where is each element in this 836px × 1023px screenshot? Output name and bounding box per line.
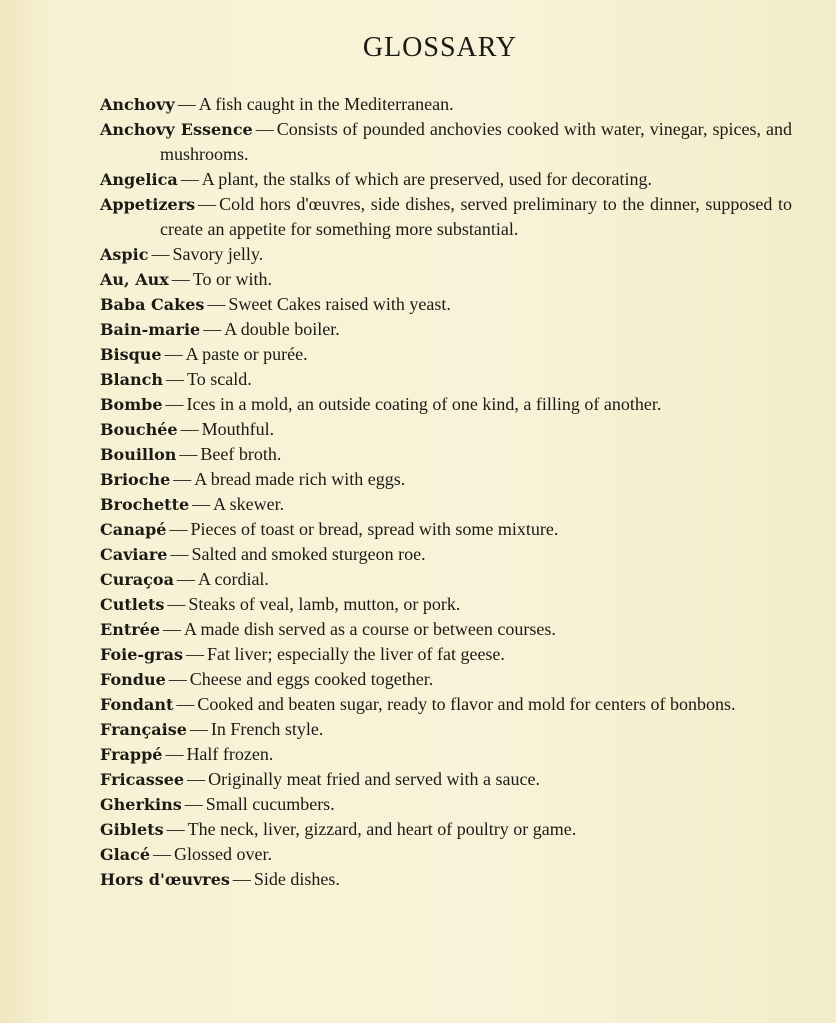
em-dash-separator: — (165, 369, 184, 389)
glossary-definition: Cold hors d'œuvres, side dishes, served preliminary to the dinner, supposed to create an appetite for something more substantial. (160, 194, 792, 239)
glossary-definition: Fat liver; especially the liver of fat geese. (207, 644, 505, 664)
glossary-definition: Originally meat fried and served with a sauce. (208, 769, 540, 789)
glossary-definition: Mouthful. (201, 419, 275, 439)
glossary-definition: Glossed over. (174, 844, 273, 864)
em-dash-separator: — (165, 394, 184, 414)
em-dash-separator: — (255, 119, 274, 139)
glossary-term: Hors d'œuvres (100, 870, 230, 889)
glossary-entry (100, 842, 792, 867)
glossary-definition: Savory jelly. (172, 244, 264, 264)
glossary-term: Cutlets (100, 595, 165, 614)
glossary-entry (100, 192, 792, 242)
glossary-entry (100, 717, 792, 742)
glossary-entry (100, 642, 792, 667)
glossary-term: Giblets (100, 820, 164, 839)
glossary-entry (100, 267, 792, 292)
em-dash-separator: — (186, 644, 205, 664)
glossary-term: Entrée (100, 620, 161, 639)
glossary-term: Canapé (100, 520, 167, 539)
em-dash-separator: — (180, 419, 199, 439)
glossary-definition: A made dish served as a course or between courses. (184, 619, 556, 639)
glossary-entry (100, 242, 792, 267)
glossary-definition: Small cucumbers. (205, 794, 335, 814)
glossary-entry (100, 92, 792, 117)
glossary-entry (100, 767, 792, 792)
em-dash-separator: — (180, 169, 199, 189)
glossary-entry (100, 367, 792, 392)
glossary-term: Frappé (100, 745, 163, 764)
em-dash-separator: — (184, 794, 203, 814)
glossary-term: Française (100, 720, 187, 739)
glossary-definition: A double boiler. (224, 319, 340, 339)
em-dash-separator: — (176, 569, 195, 589)
glossary-term: Anchovy (100, 95, 175, 114)
glossary-term: Brioche (100, 470, 171, 489)
glossary-term: Bombe (100, 395, 163, 414)
glossary-term: Aspic (100, 245, 149, 264)
glossary-term: Au, Aux (100, 270, 169, 289)
em-dash-separator: — (176, 694, 195, 714)
glossary-term: Angelica (100, 170, 178, 189)
glossary-definition: Pieces of toast or bread, spread with some mixture. (190, 519, 559, 539)
em-dash-separator: — (167, 594, 186, 614)
glossary-definition: To scald. (186, 369, 252, 389)
em-dash-separator: — (153, 844, 172, 864)
em-dash-separator: — (203, 319, 222, 339)
em-dash-separator: — (151, 244, 170, 264)
glossary-term: Blanch (100, 370, 163, 389)
glossary-definition: The neck, liver, gizzard, and heart of poultry or game. (187, 819, 577, 839)
glossary-definition: Steaks of veal, lamb, mutton, or pork. (188, 594, 461, 614)
glossary-term: Fricassee (100, 770, 185, 789)
em-dash-separator: — (198, 194, 217, 214)
glossary-entry (100, 417, 792, 442)
glossary-term: Bouchée (100, 420, 178, 439)
em-dash-separator: — (192, 494, 211, 514)
glossary-entry (100, 117, 792, 167)
glossary-entry (100, 392, 792, 417)
em-dash-separator: — (164, 344, 183, 364)
em-dash-separator: — (232, 869, 251, 889)
glossary-entry (100, 342, 792, 367)
glossary-term: Anchovy Essence (100, 120, 253, 139)
glossary-definition: Ices in a mold, an outside coating of one kind, a filling of another. (186, 394, 662, 414)
em-dash-separator: — (170, 544, 189, 564)
glossary-entry (100, 317, 792, 342)
em-dash-separator: — (173, 469, 192, 489)
glossary-definition: A cordial. (197, 569, 269, 589)
em-dash-separator: — (187, 769, 206, 789)
glossary-term: Baba Cakes (100, 295, 205, 314)
em-dash-separator: — (207, 294, 226, 314)
glossary-term: Gherkins (100, 795, 182, 814)
glossary-definition: A skewer. (213, 494, 285, 514)
em-dash-separator: — (165, 744, 184, 764)
glossary-term: Bain-marie (100, 320, 201, 339)
glossary-term: Caviare (100, 545, 168, 564)
em-dash-separator: — (169, 519, 188, 539)
em-dash-separator: — (177, 94, 196, 114)
glossary-definition: A bread made rich with eggs. (194, 469, 406, 489)
glossary-term: Glacé (100, 845, 151, 864)
glossary-entry (100, 167, 792, 192)
glossary-entry (100, 617, 792, 642)
glossary-entry (100, 817, 792, 842)
em-dash-separator: — (166, 819, 185, 839)
glossary-definition: Beef broth. (200, 444, 282, 464)
glossary-entry (100, 792, 792, 817)
glossary-entry (100, 492, 792, 517)
glossary-entry (100, 542, 792, 567)
glossary-definition: A paste or purée. (185, 344, 308, 364)
glossary-definition: To or with. (192, 269, 273, 289)
glossary-definition: Salted and smoked sturgeon roe. (191, 544, 426, 564)
glossary-term: Fondant (100, 695, 174, 714)
glossary-definition: A fish caught in the Mediterranean. (198, 94, 454, 114)
glossary-term: Foie-gras (100, 645, 184, 664)
glossary-term: Fondue (100, 670, 166, 689)
glossary-entry (100, 692, 792, 717)
glossary-definition: In French style. (210, 719, 324, 739)
glossary-entry (100, 292, 792, 317)
em-dash-separator: — (163, 619, 182, 639)
em-dash-separator: — (179, 444, 198, 464)
glossary-term: Bouillon (100, 445, 177, 464)
glossary-entry (100, 742, 792, 767)
glossary-entry (100, 667, 792, 692)
glossary-entry (100, 442, 792, 467)
glossary-entry (100, 592, 792, 617)
glossary-entry (100, 867, 792, 892)
em-dash-separator: — (171, 269, 190, 289)
em-dash-separator: — (189, 719, 208, 739)
glossary-entry (100, 467, 792, 492)
glossary-entry (100, 517, 792, 542)
glossary-list (100, 92, 792, 892)
glossary-definition: Sweet Cakes raised with yeast. (228, 294, 451, 314)
glossary-term: Appetizers (100, 195, 196, 214)
page-title: GLOSSARY (362, 32, 518, 63)
em-dash-separator: — (168, 669, 187, 689)
glossary-entry (100, 567, 792, 592)
glossary-term: Bisque (100, 345, 162, 364)
glossary-definition: Cooked and beaten sugar, ready to flavor and mold for centers of bonbons. (197, 694, 736, 714)
glossary-definition: Consists of pounded anchovies cooked with water, vinegar, spices, and mushrooms. (160, 119, 793, 164)
glossary-definition: A plant, the stalks of which are preserved, used for decorating. (201, 169, 653, 189)
glossary-term: Brochette (100, 495, 190, 514)
glossary-term: Curaçoa (100, 570, 174, 589)
glossary-definition: Half frozen. (186, 744, 274, 764)
glossary-definition: Cheese and eggs cooked together. (189, 669, 434, 689)
glossary-definition: Side dishes. (253, 869, 340, 889)
